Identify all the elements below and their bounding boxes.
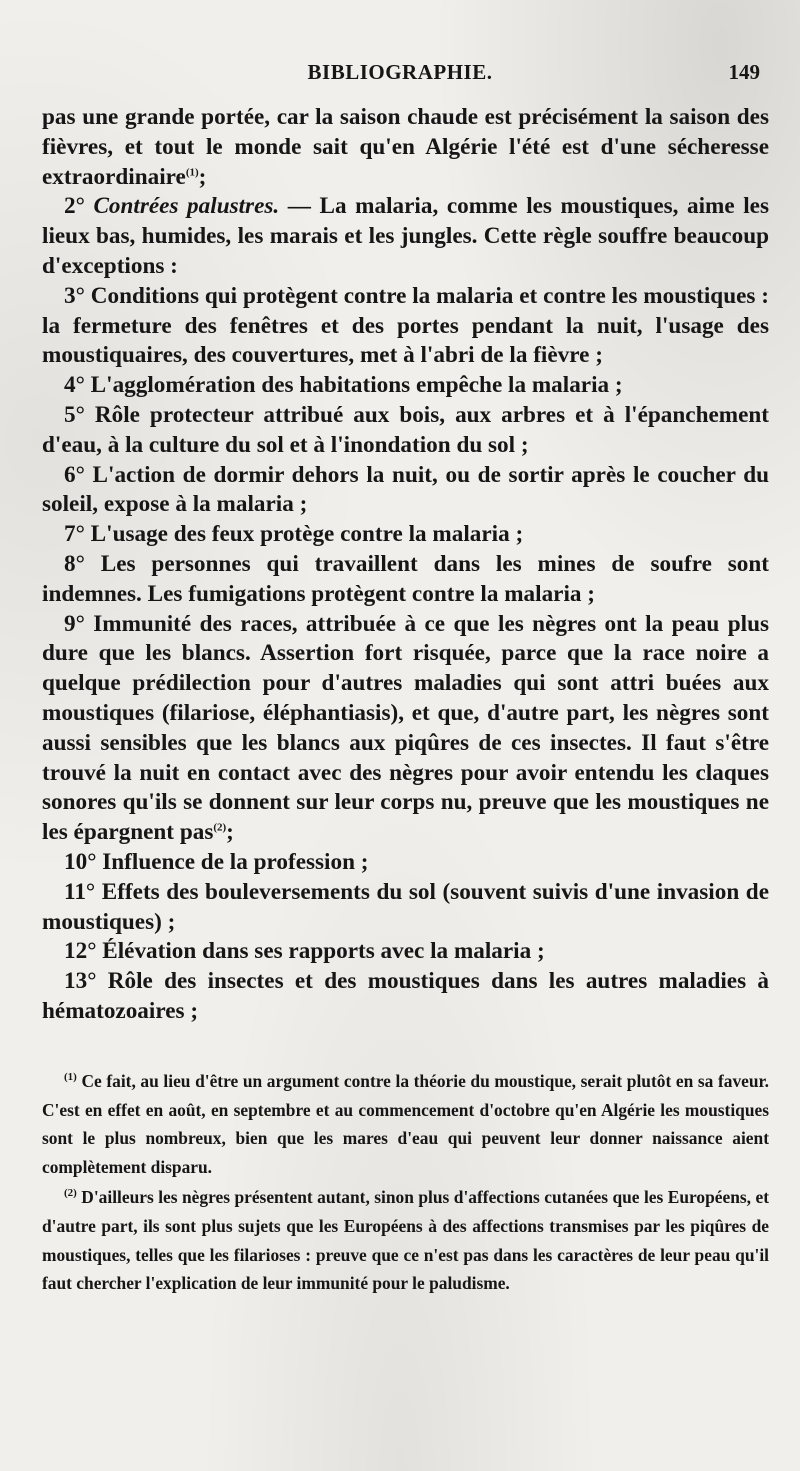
- footnotes: [42, 1067, 769, 1300]
- list-item-4: 4° L'agglomération des habitations empêche la malaria ;: [64, 372, 623, 399]
- list-item-9: [42, 610, 769, 848]
- list-item-11: 11° Effets des bouleversements du sol (souvent suivis d'une invasion de moustiques) ;: [42, 878, 769, 935]
- italic-heading: Contrées palustres.: [93, 193, 280, 220]
- list-number: 2°: [64, 193, 85, 220]
- page-number: 149: [728, 60, 760, 84]
- list-item-12: 12° Élévation dans ses rapports avec la malaria ;: [64, 938, 545, 965]
- footnote-2: [42, 1183, 769, 1297]
- punctuation: ;: [198, 163, 207, 190]
- list-item-5: 5° Rôle protecteur attribué aux bois, aux arbres et à l'épanchement d'eau, à la culture du sol et à l'inondation du sol ;: [42, 401, 769, 458]
- footnote-text: D'ailleurs les nègres présentent autant, sinon plus d'affections cutanées que les Européens, et d'autre part, ils sont plus sujets que les Européens à des affections transmises par les piqûres de moustiques, telles que les filarioses : preuve que ce n'est pas dans les caractères de leur peau qu'il faut chercher l'explication de leur immunité pour le paludisme.: [42, 1187, 769, 1294]
- paragraph-continuation: [42, 103, 769, 192]
- footnote-mark-1: (1): [64, 1071, 77, 1084]
- paragraph-text: — La malaria, comme les moustiques, aime les lieux bas, humides, les marais et les jungles. Cette règle souffre beaucoup d'exceptions :: [42, 193, 769, 279]
- footnote-ref-1: (1): [185, 165, 199, 178]
- paragraph-text: 9° Immunité des races, attribuée à ce que les nègres ont la peau plus dure que les blancs. Assertion fort risquée, parce que la race noire a quelque prédilection pour d'autres maladies qui sont attri buées aux moustiques (filariose, éléphantiasis), et que, d'autre part, les nègres sont aussi sensibles que les blancs aux piqûres de ces insectes. Il faut s'être trouvé la nuit en contact avec des nègres pour avoir entendu les claques sonores qu'ils se donnent sur leur corps nu, preuve que les moustiques ne les épargnent pas: [42, 610, 769, 846]
- list-item-13: 13° Rôle des insectes et des moustiques dans les autres maladies à hématozoaires ;: [42, 968, 769, 1024]
- running-head: [40, 60, 760, 90]
- body-text: [42, 103, 769, 1027]
- running-title: BIBLIOGRAPHIE.: [307, 60, 493, 84]
- footnote-mark-2: (2): [64, 1187, 77, 1200]
- footnote-1: [42, 1067, 769, 1181]
- footnote-text: Ce fait, au lieu d'être un argument contre la théorie du moustique, serait plutôt en sa faveur. C'est en effet en août, en septembre et au commencement d'octobre qu'en Algérie les moustiques sont le plus nombreux, bien que les mares d'eau qui peuvent leur donner naissance aient complètement disparu.: [42, 1071, 769, 1177]
- punctuation: ;: [226, 819, 234, 846]
- list-item-7: 7° L'usage des feux protège contre la malaria ;: [64, 521, 524, 548]
- footnote-ref-2: (2): [213, 821, 227, 834]
- list-item-3: 3° Conditions qui protègent contre la malaria et contre les moustiques : la fermeture des fenêtres et des portes pendant la nuit, l'usage des moustiquaires, des couvertures, met à l'abri de la fièvre ;: [42, 282, 769, 369]
- paragraph-text: pas une grande portée, car la saison chaude est précisément la saison des fièvres, et tout le monde sait qu'en Algérie l'été est d'une sécheresse extraordinaire: [42, 104, 769, 190]
- list-item-2: [42, 192, 769, 281]
- list-item-6: 6° L'action de dormir dehors la nuit, ou de sortir après le coucher du soleil, expose à la malaria ;: [42, 461, 769, 518]
- list-item-10: 10° Influence de la profession ;: [64, 848, 369, 875]
- list-item-8: 8° Les personnes qui travaillent dans les mines de soufre sont indemnes. Les fumigations protègent contre la malaria ;: [42, 550, 769, 607]
